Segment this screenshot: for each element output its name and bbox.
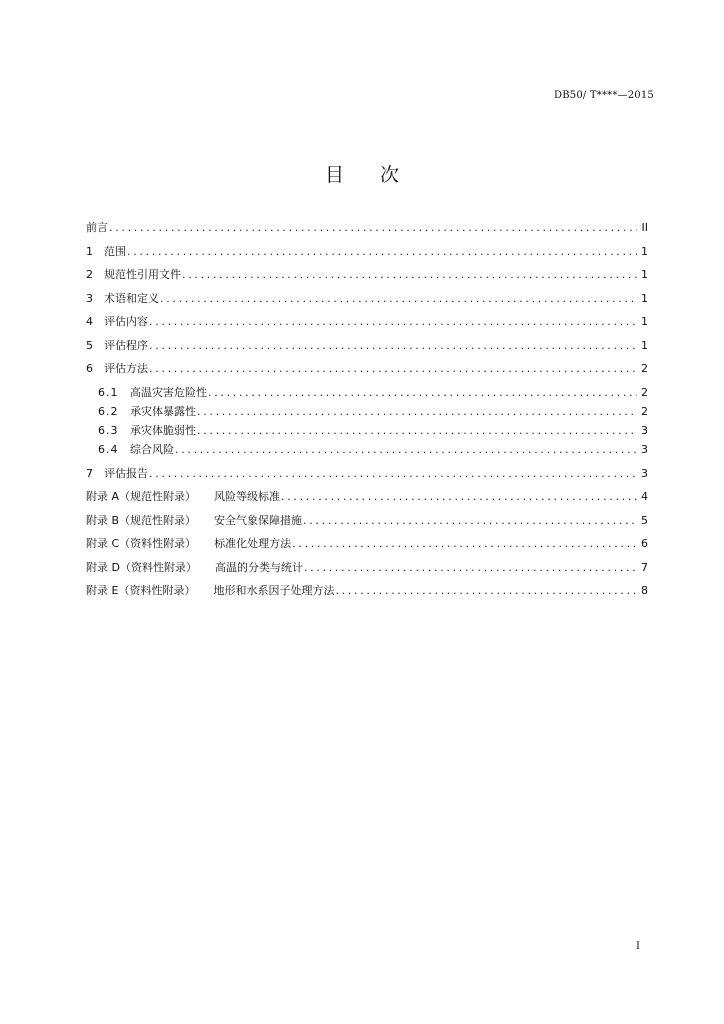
annex-prefix: 附录 C（资料性附录） [86, 537, 197, 551]
toc-label: 评估内容 [104, 315, 148, 328]
toc-page-number: 7 [641, 560, 648, 574]
toc-entry-annex-d[interactable] [86, 561, 648, 574]
toc-leader [304, 561, 637, 574]
toc-entry-preface[interactable] [86, 221, 648, 234]
toc-number: 6.1 [98, 385, 119, 399]
toc-label: 术语和定义 [104, 291, 159, 305]
toc-page-number: 3 [641, 423, 648, 437]
toc-leader [160, 292, 637, 305]
toc-label: 评估程序 [104, 338, 148, 352]
toc-label: 范围 [104, 244, 126, 258]
toc-entry-2[interactable] [86, 268, 648, 281]
toc-label: 前言 [86, 221, 108, 234]
toc-page-number: 3 [641, 466, 648, 480]
toc-number: 5 [86, 338, 93, 352]
annex-prefix: 附录 D（资料性附录） [86, 560, 197, 574]
toc-page-number: 3 [641, 443, 648, 457]
annex-prefix: 附录 B（规范性附录） [86, 513, 197, 527]
toc-label: 规范性引用文件 [104, 268, 181, 281]
document-code: DB50/ T****—2015 [554, 90, 654, 101]
toc-label: 承灾体脆弱性 [130, 423, 196, 437]
table-of-contents [86, 221, 648, 608]
toc-leader [197, 405, 637, 418]
toc-number: 7 [86, 466, 93, 480]
toc-entry-3[interactable] [86, 292, 648, 305]
toc-number: 4 [86, 315, 93, 328]
toc-page-number: 1 [641, 315, 648, 328]
toc-leader [197, 424, 637, 437]
toc-entry-6-4[interactable] [86, 443, 648, 456]
toc-label: 高温灾害危险性 [130, 385, 207, 399]
toc-page-number: 1 [641, 338, 648, 352]
toc-page-number: 5 [641, 513, 648, 527]
toc-label: 评估方法 [104, 362, 148, 375]
toc-leader [149, 339, 637, 352]
toc-entry-6-3[interactable] [86, 424, 648, 437]
annex-title: 标准化处理方法 [214, 537, 292, 551]
toc-entry-6-2[interactable] [86, 405, 648, 418]
annex-prefix: 附录 A（规范性附录） [86, 490, 197, 504]
toc-page-number: 8 [641, 584, 648, 598]
toc-entry-annex-a[interactable] [86, 490, 648, 503]
page-title: 目次 [324, 164, 435, 186]
toc-page-number: 2 [641, 404, 648, 418]
toc-leader [109, 221, 637, 234]
toc-leader [281, 490, 637, 503]
page-number: I [636, 941, 640, 952]
toc-label: 综合风险 [130, 443, 174, 457]
toc-entry-6[interactable] [86, 362, 648, 375]
toc-leader [149, 467, 637, 480]
toc-entry-4[interactable] [86, 315, 648, 328]
annex-prefix: 附录 E（资料性附录） [86, 584, 196, 598]
toc-page-number: 6 [641, 537, 648, 551]
toc-page-number: 1 [641, 291, 648, 305]
annex-title: 风险等级标准 [214, 490, 281, 504]
toc-entry-annex-c[interactable] [86, 537, 648, 550]
toc-leader [149, 315, 637, 328]
toc-number: 6.4 [98, 443, 119, 457]
toc-number: 6 [86, 362, 93, 375]
toc-page-number: 1 [641, 268, 648, 281]
toc-leader [292, 537, 637, 550]
annex-title: 高温的分类与统计 [214, 560, 303, 574]
annex-title: 安全气象保障措施 [214, 513, 303, 527]
toc-number: 6.2 [98, 404, 119, 418]
toc-leader [303, 514, 637, 527]
toc-number: 2 [86, 268, 93, 281]
toc-page-number: 2 [641, 362, 648, 375]
toc-leader [335, 584, 637, 597]
toc-entry-1[interactable] [86, 245, 648, 258]
toc-leader [175, 443, 637, 456]
toc-leader [127, 245, 637, 258]
toc-number: 1 [86, 244, 93, 258]
toc-label: 评估报告 [104, 466, 148, 480]
toc-entry-annex-e[interactable] [86, 584, 648, 597]
annex-title: 地形和水系因子处理方法 [213, 584, 335, 598]
toc-page-number: II [641, 221, 648, 234]
toc-page-number: 4 [641, 490, 648, 504]
toc-entry-7[interactable] [86, 467, 648, 480]
toc-entry-5[interactable] [86, 339, 648, 352]
toc-leader [208, 386, 637, 399]
toc-page-number: 2 [641, 385, 648, 399]
toc-entry-annex-b[interactable] [86, 514, 648, 527]
toc-leader [182, 268, 637, 281]
toc-number: 3 [86, 291, 93, 305]
toc-page-number: 1 [641, 244, 648, 258]
toc-label: 承灾体暴露性 [130, 404, 196, 418]
toc-number: 6.3 [98, 423, 119, 437]
toc-entry-6-1[interactable] [86, 386, 648, 399]
toc-leader [149, 362, 637, 375]
